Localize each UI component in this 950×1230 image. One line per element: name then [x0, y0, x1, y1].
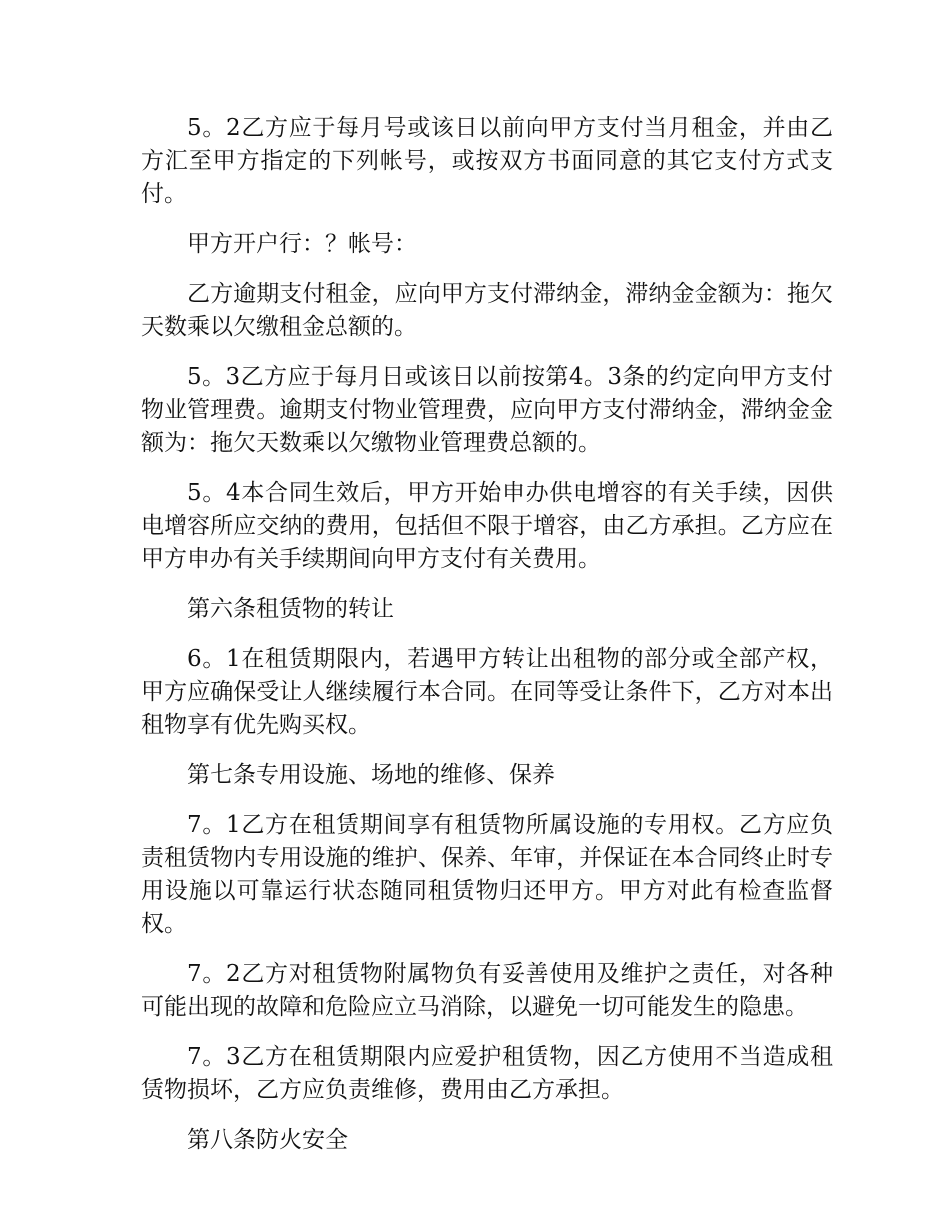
paragraph-late-rent-fee: 乙方逾期支付租金，应向甲方支付滞纳金，滞纳金金额为：拖欠天数乘以欠缴租金总额的。 — [141, 281, 833, 340]
heading-article-8: 第八条防火安全 — [187, 1127, 348, 1153]
heading-article-6: 第六条租赁物的转让 — [187, 596, 394, 622]
paragraph-6-1: 6。1在租赁期限内，若遇甲方转让出租物的部分或全部产权，甲方应确保受让人继续履行本合同。在同等受让条件下，乙方对本出租物享有优先购买权。 — [141, 646, 833, 738]
paragraph-bank-account: 甲方开户行：？帐号： — [187, 231, 417, 257]
document-body — [141, 112, 833, 1174]
heading-article-7: 第七条专用设施、场地的维修、保养 — [187, 762, 555, 788]
paragraph-7-2: 7。2乙方对租赁物附属物负有妥善使用及维护之责任，对各种可能出现的故障和危险应立马消除，以避免一切可能发生的隐患。 — [141, 961, 833, 1020]
paragraph-5-2: 5。2乙方应于每月号或该日以前向甲方支付当月租金，并由乙方汇至甲方指定的下列帐号，或按双方书面同意的其它支付方式支付。 — [141, 115, 833, 207]
paragraph-7-3: 7。3乙方在租赁期限内应爱护租赁物，因乙方使用不当造成租赁物损坏，乙方应负责维修，费用由乙方承担。 — [141, 1044, 833, 1103]
paragraph-5-3: 5。3乙方应于每月日或该日以前按第4。3条的约定向甲方支付物业管理费。逾期支付物业管理费，应向甲方支付滞纳金，滞纳金金额为：拖欠天数乘以欠缴物业管理费总额的。 — [141, 364, 833, 456]
paragraph-5-4: 5。4本合同生效后，甲方开始申办供电增容的有关手续，因供电增容所应交纳的费用，包括但不限于增容，由乙方承担。乙方应在甲方申办有关手续期间向甲方支付有关费用。 — [141, 480, 833, 572]
paragraph-7-1: 7。1乙方在租赁期间享有租赁物所属设施的专用权。乙方应负责租赁物内专用设施的维护、保养、年审，并保证在本合同终止时专用设施以可靠运行状态随同租赁物归还甲方。甲方对此有检查监督权。 — [141, 812, 833, 937]
